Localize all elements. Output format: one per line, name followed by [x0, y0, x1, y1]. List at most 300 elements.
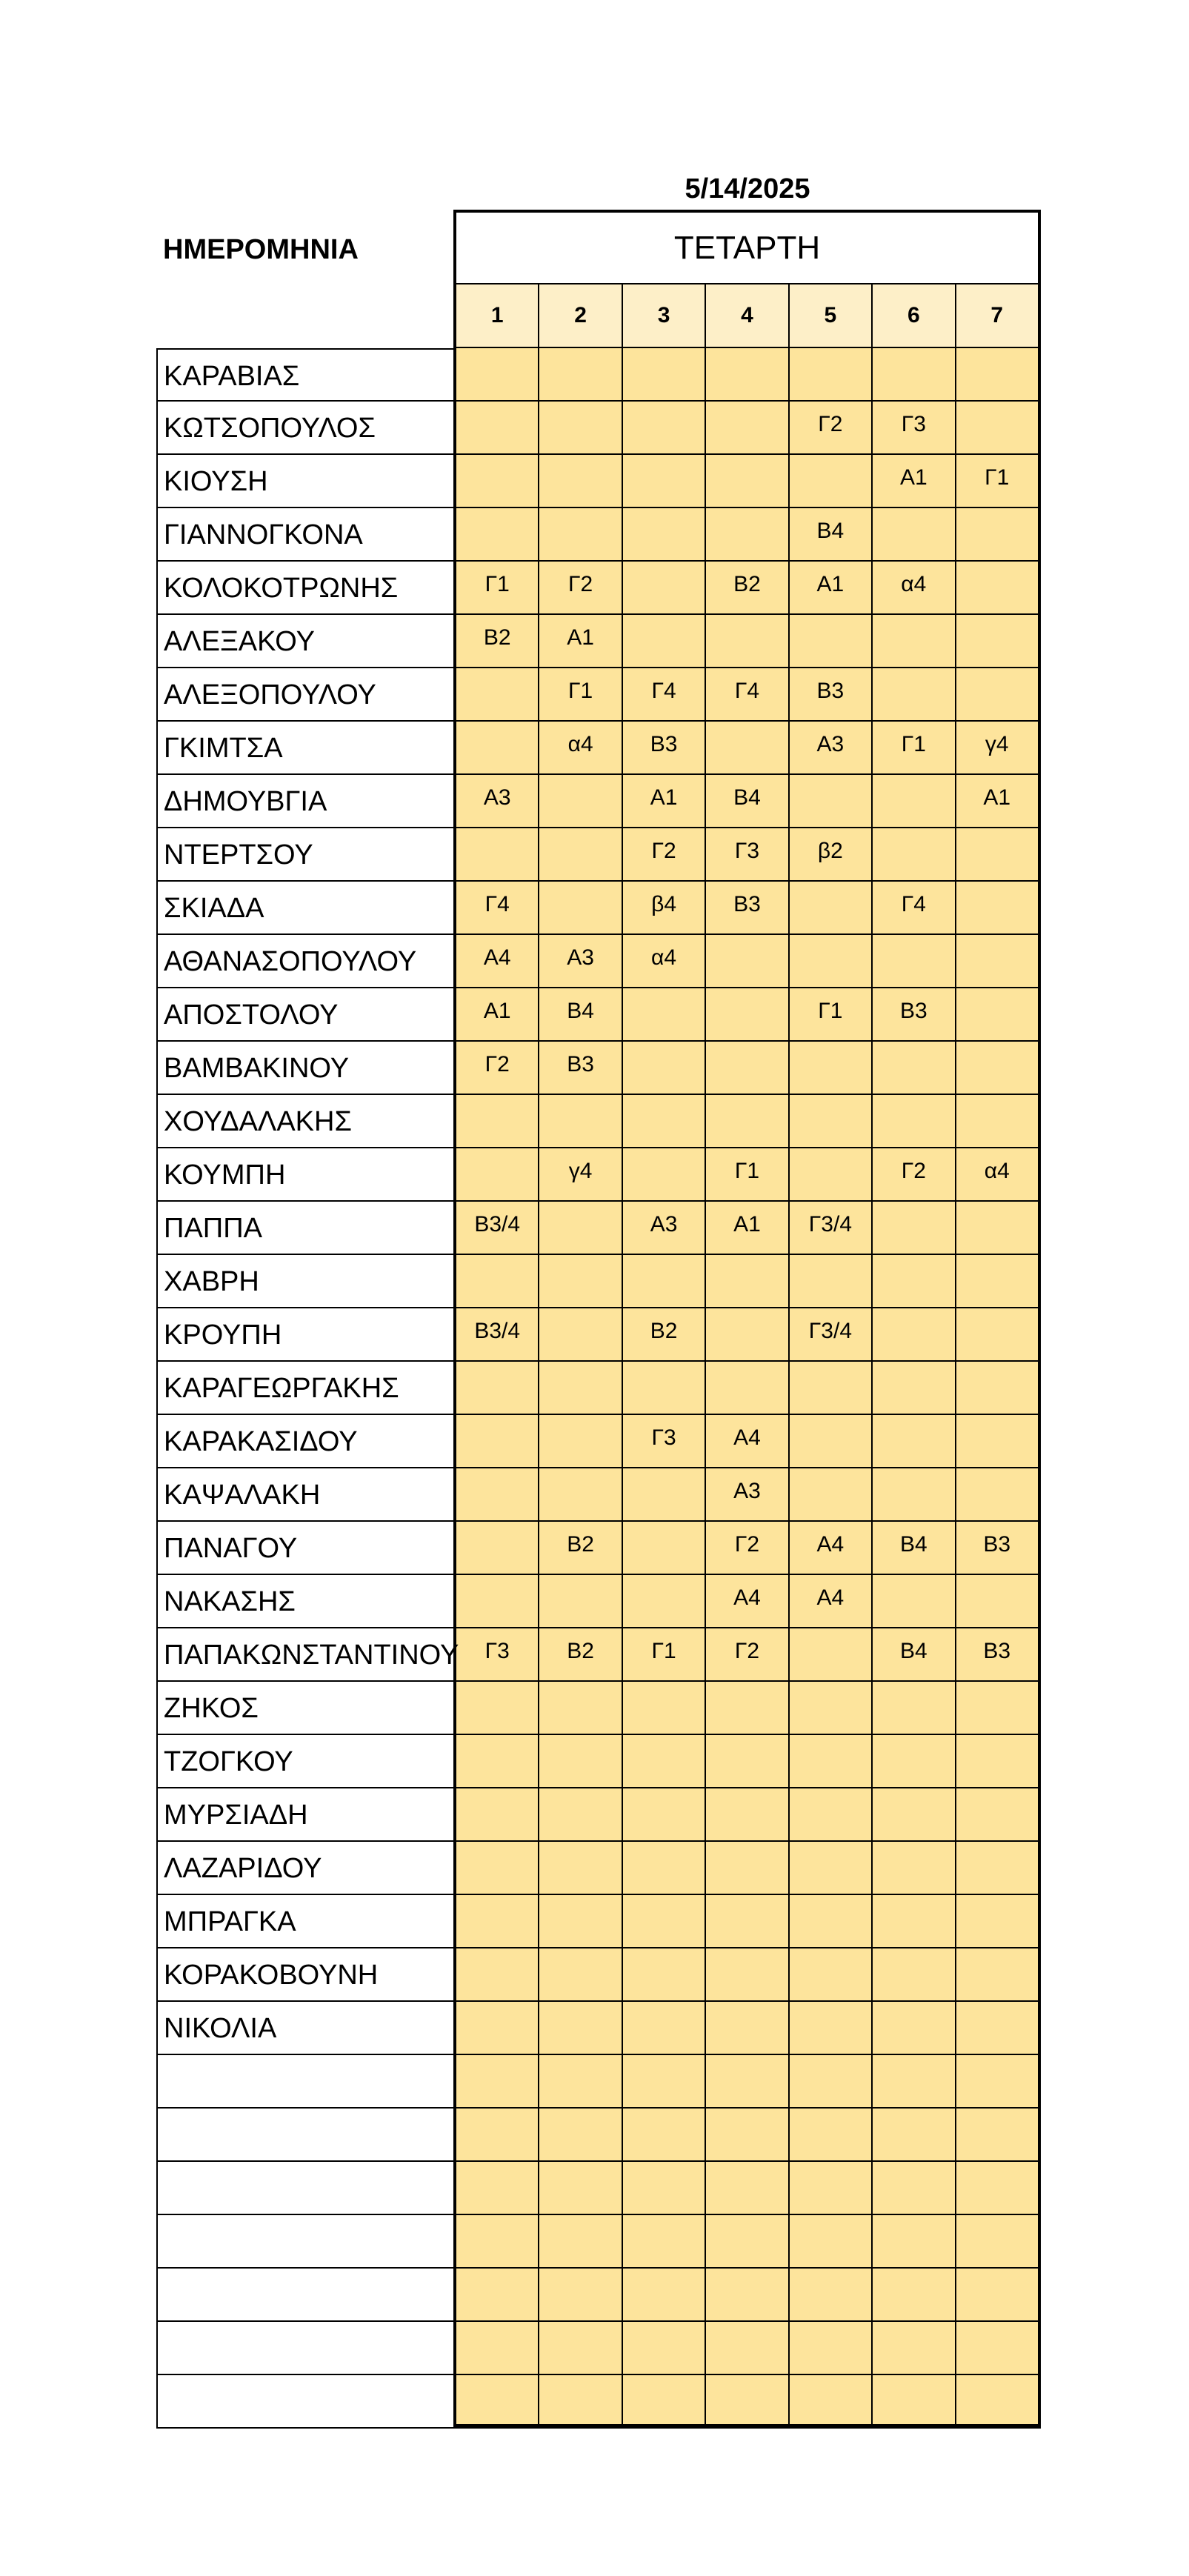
schedule-cell[interactable]: [456, 455, 539, 508]
schedule-cell[interactable]: [456, 668, 539, 722]
schedule-cell[interactable]: Β4: [790, 508, 873, 562]
schedule-cell[interactable]: [539, 882, 622, 935]
schedule-cell[interactable]: [956, 402, 1038, 455]
schedule-cell[interactable]: [623, 2002, 706, 2055]
schedule-cell[interactable]: [956, 1948, 1038, 2002]
schedule-cell[interactable]: [456, 2002, 539, 2055]
schedule-cell[interactable]: Α1: [456, 988, 539, 1042]
schedule-cell[interactable]: Γ3: [456, 1628, 539, 1682]
schedule-cell[interactable]: [790, 455, 873, 508]
schedule-cell[interactable]: [873, 2215, 956, 2269]
schedule-cell[interactable]: Α4: [706, 1415, 789, 1468]
schedule-cell[interactable]: [790, 1895, 873, 1948]
schedule-cell[interactable]: [623, 508, 706, 562]
schedule-cell[interactable]: [873, 1202, 956, 1255]
schedule-cell[interactable]: [956, 2215, 1038, 2269]
schedule-cell[interactable]: [873, 508, 956, 562]
schedule-cell[interactable]: [706, 1895, 789, 1948]
schedule-cell[interactable]: [790, 1415, 873, 1468]
schedule-cell[interactable]: [456, 2269, 539, 2322]
schedule-cell[interactable]: Γ1: [706, 1148, 789, 1202]
schedule-cell[interactable]: [790, 1468, 873, 1522]
schedule-cell[interactable]: α4: [956, 1148, 1038, 1202]
teacher-name[interactable]: ΔΗΜΟΥΒΓΙΑ: [156, 775, 453, 828]
schedule-cell[interactable]: [623, 1842, 706, 1895]
schedule-cell[interactable]: [539, 455, 622, 508]
schedule-cell[interactable]: [623, 402, 706, 455]
teacher-name[interactable]: ΣΚΙΑΔΑ: [156, 882, 453, 935]
schedule-cell[interactable]: Α1: [539, 615, 622, 668]
schedule-cell[interactable]: [873, 1682, 956, 1735]
schedule-cell[interactable]: [956, 2375, 1038, 2426]
schedule-cell[interactable]: Γ1: [873, 722, 956, 775]
schedule-cell[interactable]: [623, 2215, 706, 2269]
schedule-cell[interactable]: [623, 455, 706, 508]
schedule-cell[interactable]: [956, 2269, 1038, 2322]
schedule-cell[interactable]: [456, 1415, 539, 1468]
schedule-cell[interactable]: Α3: [539, 935, 622, 988]
teacher-name[interactable]: ΧΟΥΔΑΛΑΚΗΣ: [156, 1095, 453, 1148]
schedule-cell[interactable]: [706, 1362, 789, 1415]
schedule-cell[interactable]: [956, 882, 1038, 935]
schedule-cell[interactable]: Α4: [456, 935, 539, 988]
schedule-cell[interactable]: [456, 2109, 539, 2162]
schedule-cell[interactable]: [539, 2002, 622, 2055]
schedule-cell[interactable]: [790, 2109, 873, 2162]
schedule-cell[interactable]: Γ1: [956, 455, 1038, 508]
schedule-cell[interactable]: [956, 2055, 1038, 2109]
schedule-cell[interactable]: Γ2: [456, 1042, 539, 1095]
schedule-cell[interactable]: [539, 1735, 622, 1788]
schedule-cell[interactable]: [539, 1202, 622, 1255]
teacher-name[interactable]: ΧΑΒΡΗ: [156, 1255, 453, 1308]
schedule-cell[interactable]: [790, 1362, 873, 1415]
teacher-name[interactable]: [156, 2109, 453, 2162]
teacher-name[interactable]: ΝΤΕΡΤΣΟΥ: [156, 828, 453, 882]
teacher-name[interactable]: ΒΑΜΒΑΚΙΝΟΥ: [156, 1042, 453, 1095]
teacher-name[interactable]: ΚΟΡΑΚΟΒΟΥΝΗ: [156, 1948, 453, 2002]
teacher-name[interactable]: ΓΙΑΝΝΟΓΚΟΝΑ: [156, 508, 453, 562]
schedule-cell[interactable]: [706, 1948, 789, 2002]
schedule-cell[interactable]: [456, 1735, 539, 1788]
schedule-cell[interactable]: [873, 2322, 956, 2375]
schedule-cell[interactable]: [623, 1948, 706, 2002]
schedule-cell[interactable]: [706, 1735, 789, 1788]
schedule-cell[interactable]: [456, 1468, 539, 1522]
schedule-cell[interactable]: [539, 2055, 622, 2109]
schedule-cell[interactable]: Γ3: [706, 828, 789, 882]
schedule-cell[interactable]: [539, 1895, 622, 1948]
schedule-cell[interactable]: [623, 2375, 706, 2426]
schedule-cell[interactable]: [790, 2215, 873, 2269]
schedule-cell[interactable]: [623, 1095, 706, 1148]
schedule-cell[interactable]: [956, 668, 1038, 722]
schedule-cell[interactable]: [539, 2375, 622, 2426]
schedule-cell[interactable]: [623, 1788, 706, 1842]
schedule-cell[interactable]: Α3: [706, 1468, 789, 1522]
teacher-name[interactable]: ΚΑΨΑΛΑΚΗ: [156, 1468, 453, 1522]
schedule-cell[interactable]: Β4: [873, 1522, 956, 1575]
schedule-cell[interactable]: [790, 1255, 873, 1308]
schedule-cell[interactable]: [706, 2215, 789, 2269]
schedule-cell[interactable]: Α3: [456, 775, 539, 828]
schedule-cell[interactable]: [790, 1842, 873, 1895]
schedule-cell[interactable]: [706, 722, 789, 775]
schedule-cell[interactable]: [873, 1788, 956, 1842]
teacher-name[interactable]: ΠΑΠΠΑ: [156, 1202, 453, 1255]
schedule-cell[interactable]: [873, 1095, 956, 1148]
schedule-cell[interactable]: [623, 1042, 706, 1095]
schedule-cell[interactable]: [873, 2109, 956, 2162]
schedule-cell[interactable]: [539, 1362, 622, 1415]
schedule-cell[interactable]: Α1: [623, 775, 706, 828]
schedule-cell[interactable]: [623, 2162, 706, 2215]
teacher-name[interactable]: ΝΙΚΟΛΙΑ: [156, 2002, 453, 2055]
schedule-cell[interactable]: [873, 828, 956, 882]
teacher-name[interactable]: [156, 2375, 453, 2429]
schedule-cell[interactable]: [873, 1575, 956, 1628]
teacher-name[interactable]: [156, 2162, 453, 2215]
schedule-cell[interactable]: Γ2: [790, 402, 873, 455]
schedule-cell[interactable]: Α1: [873, 455, 956, 508]
schedule-cell[interactable]: [873, 1308, 956, 1362]
schedule-cell[interactable]: Γ2: [706, 1628, 789, 1682]
schedule-cell[interactable]: [873, 2002, 956, 2055]
teacher-name[interactable]: ΛΑΖΑΡΙΔΟΥ: [156, 1842, 453, 1895]
teacher-name[interactable]: ΚΙΟΥΣΗ: [156, 455, 453, 508]
schedule-cell[interactable]: [706, 2322, 789, 2375]
schedule-cell[interactable]: [790, 2055, 873, 2109]
schedule-cell[interactable]: Γ2: [623, 828, 706, 882]
schedule-cell[interactable]: [539, 1255, 622, 1308]
schedule-cell[interactable]: [790, 935, 873, 988]
schedule-cell[interactable]: Α1: [706, 1202, 789, 1255]
schedule-cell[interactable]: Α4: [706, 1575, 789, 1628]
schedule-cell[interactable]: [873, 1735, 956, 1788]
schedule-cell[interactable]: [790, 1042, 873, 1095]
schedule-cell[interactable]: [706, 2162, 789, 2215]
schedule-cell[interactable]: β4: [623, 882, 706, 935]
teacher-name[interactable]: ΚΑΡΑΓΕΩΡΓΑΚΗΣ: [156, 1362, 453, 1415]
teacher-name[interactable]: ΑΘΑΝΑΣΟΠΟΥΛΟΥ: [156, 935, 453, 988]
schedule-cell[interactable]: [706, 2109, 789, 2162]
schedule-cell[interactable]: Γ3/4: [790, 1202, 873, 1255]
schedule-cell[interactable]: [456, 1895, 539, 1948]
schedule-cell[interactable]: [456, 2215, 539, 2269]
teacher-name[interactable]: ΚΟΛΟΚΟΤΡΩΝΗΣ: [156, 562, 453, 615]
schedule-cell[interactable]: [706, 2375, 789, 2426]
schedule-cell[interactable]: Γ3: [623, 1415, 706, 1468]
teacher-name[interactable]: ΖΗΚΟΣ: [156, 1682, 453, 1735]
teacher-name[interactable]: [156, 2215, 453, 2269]
schedule-cell[interactable]: [456, 2322, 539, 2375]
schedule-cell[interactable]: [456, 1788, 539, 1842]
schedule-cell[interactable]: [873, 615, 956, 668]
schedule-cell[interactable]: [956, 615, 1038, 668]
teacher-name[interactable]: ΠΑΠΑΚΩΝΣΤΑΝΤΙΝΟΥ: [156, 1628, 453, 1682]
schedule-cell[interactable]: [706, 1042, 789, 1095]
teacher-name[interactable]: [156, 2269, 453, 2322]
schedule-cell[interactable]: [790, 2269, 873, 2322]
schedule-cell[interactable]: [790, 1788, 873, 1842]
schedule-cell[interactable]: [790, 1148, 873, 1202]
schedule-cell[interactable]: [623, 1148, 706, 1202]
schedule-cell[interactable]: [956, 348, 1038, 402]
schedule-cell[interactable]: [706, 1095, 789, 1148]
schedule-cell[interactable]: [873, 2269, 956, 2322]
schedule-cell[interactable]: [623, 1735, 706, 1788]
schedule-cell[interactable]: [456, 402, 539, 455]
schedule-cell[interactable]: [539, 1468, 622, 1522]
schedule-cell[interactable]: Α3: [623, 1202, 706, 1255]
schedule-cell[interactable]: [956, 1735, 1038, 1788]
schedule-cell[interactable]: [456, 1948, 539, 2002]
schedule-cell[interactable]: [790, 2162, 873, 2215]
schedule-cell[interactable]: [956, 1895, 1038, 1948]
schedule-cell[interactable]: [873, 1362, 956, 1415]
teacher-name[interactable]: ΚΩΤΣΟΠΟΥΛΟΣ: [156, 402, 453, 455]
schedule-cell[interactable]: Γ3: [873, 402, 956, 455]
schedule-cell[interactable]: γ4: [539, 1148, 622, 1202]
schedule-cell[interactable]: Γ1: [790, 988, 873, 1042]
schedule-cell[interactable]: α4: [623, 935, 706, 988]
schedule-cell[interactable]: [456, 2162, 539, 2215]
schedule-cell[interactable]: [790, 1628, 873, 1682]
schedule-cell[interactable]: [706, 455, 789, 508]
schedule-cell[interactable]: Γ4: [706, 668, 789, 722]
schedule-cell[interactable]: [539, 2162, 622, 2215]
schedule-cell[interactable]: Β3: [706, 882, 789, 935]
schedule-cell[interactable]: [706, 2002, 789, 2055]
schedule-cell[interactable]: α4: [539, 722, 622, 775]
teacher-name[interactable]: [156, 2055, 453, 2109]
teacher-name[interactable]: [156, 2322, 453, 2375]
schedule-cell[interactable]: Β4: [539, 988, 622, 1042]
schedule-cell[interactable]: [873, 935, 956, 988]
schedule-cell[interactable]: [956, 1362, 1038, 1415]
schedule-cell[interactable]: [706, 935, 789, 988]
schedule-cell[interactable]: [706, 2055, 789, 2109]
schedule-cell[interactable]: [873, 1415, 956, 1468]
teacher-name[interactable]: ΚΑΡΑΒΙΑΣ: [156, 348, 453, 402]
schedule-cell[interactable]: [956, 2002, 1038, 2055]
schedule-cell[interactable]: [706, 1255, 789, 1308]
schedule-cell[interactable]: [539, 1308, 622, 1362]
schedule-cell[interactable]: [790, 348, 873, 402]
schedule-cell[interactable]: [873, 2375, 956, 2426]
schedule-cell[interactable]: [873, 1895, 956, 1948]
schedule-cell[interactable]: [706, 508, 789, 562]
schedule-cell[interactable]: Β2: [539, 1522, 622, 1575]
schedule-cell[interactable]: [706, 1842, 789, 1895]
teacher-name[interactable]: ΠΑΝΑΓΟΥ: [156, 1522, 453, 1575]
schedule-cell[interactable]: [539, 1575, 622, 1628]
schedule-cell[interactable]: [790, 1948, 873, 2002]
schedule-cell[interactable]: [623, 1522, 706, 1575]
teacher-name[interactable]: ΑΛΕΞΟΠΟΥΛΟΥ: [156, 668, 453, 722]
schedule-cell[interactable]: [790, 1682, 873, 1735]
schedule-cell[interactable]: [539, 348, 622, 402]
teacher-name[interactable]: ΚΟΥΜΠΗ: [156, 1148, 453, 1202]
schedule-cell[interactable]: [456, 828, 539, 882]
schedule-cell[interactable]: [956, 1468, 1038, 1522]
schedule-cell[interactable]: [956, 2162, 1038, 2215]
schedule-cell[interactable]: Β2: [706, 562, 789, 615]
schedule-cell[interactable]: [623, 615, 706, 668]
schedule-cell[interactable]: [456, 1842, 539, 1895]
schedule-cell[interactable]: Β3: [956, 1522, 1038, 1575]
schedule-cell[interactable]: [456, 1682, 539, 1735]
schedule-cell[interactable]: Γ1: [623, 1628, 706, 1682]
schedule-cell[interactable]: [623, 2322, 706, 2375]
schedule-cell[interactable]: [456, 1522, 539, 1575]
schedule-cell[interactable]: [539, 1948, 622, 2002]
schedule-cell[interactable]: [873, 348, 956, 402]
schedule-cell[interactable]: [539, 2322, 622, 2375]
schedule-cell[interactable]: [623, 1895, 706, 1948]
schedule-cell[interactable]: Γ3/4: [790, 1308, 873, 1362]
schedule-cell[interactable]: Α1: [956, 775, 1038, 828]
teacher-name[interactable]: ΑΛΕΞΑΚΟΥ: [156, 615, 453, 668]
schedule-cell[interactable]: [456, 1095, 539, 1148]
schedule-cell[interactable]: [623, 348, 706, 402]
schedule-cell[interactable]: Α4: [790, 1575, 873, 1628]
schedule-cell[interactable]: [706, 1788, 789, 1842]
schedule-cell[interactable]: Γ4: [873, 882, 956, 935]
schedule-cell[interactable]: Γ2: [539, 562, 622, 615]
schedule-cell[interactable]: [706, 615, 789, 668]
schedule-cell[interactable]: [539, 828, 622, 882]
schedule-cell[interactable]: Β4: [873, 1628, 956, 1682]
schedule-cell[interactable]: [790, 1095, 873, 1148]
schedule-cell[interactable]: [873, 1042, 956, 1095]
schedule-cell[interactable]: [623, 988, 706, 1042]
schedule-cell[interactable]: Β4: [706, 775, 789, 828]
schedule-cell[interactable]: Β3: [873, 988, 956, 1042]
schedule-cell[interactable]: Γ4: [456, 882, 539, 935]
schedule-cell[interactable]: β2: [790, 828, 873, 882]
schedule-cell[interactable]: [623, 1468, 706, 1522]
teacher-name[interactable]: ΚΡΟΥΠΗ: [156, 1308, 453, 1362]
teacher-name[interactable]: ΜΥΡΣΙΑΔΗ: [156, 1788, 453, 1842]
schedule-cell[interactable]: Γ2: [873, 1148, 956, 1202]
schedule-cell[interactable]: [956, 1042, 1038, 1095]
schedule-cell[interactable]: Β3: [956, 1628, 1038, 1682]
schedule-cell[interactable]: γ4: [956, 722, 1038, 775]
schedule-cell[interactable]: [873, 2162, 956, 2215]
schedule-cell[interactable]: [623, 1682, 706, 1735]
schedule-cell[interactable]: Γ1: [539, 668, 622, 722]
schedule-cell[interactable]: [539, 1095, 622, 1148]
schedule-cell[interactable]: [456, 1148, 539, 1202]
schedule-cell[interactable]: [956, 1415, 1038, 1468]
schedule-cell[interactable]: Β3/4: [456, 1308, 539, 1362]
schedule-cell[interactable]: [873, 2055, 956, 2109]
schedule-cell[interactable]: [956, 508, 1038, 562]
schedule-cell[interactable]: Β3: [623, 722, 706, 775]
schedule-cell[interactable]: [706, 2269, 789, 2322]
schedule-cell[interactable]: Γ1: [456, 562, 539, 615]
schedule-cell[interactable]: Α1: [790, 562, 873, 615]
schedule-cell[interactable]: [539, 775, 622, 828]
schedule-cell[interactable]: [956, 1842, 1038, 1895]
schedule-cell[interactable]: [623, 2055, 706, 2109]
schedule-cell[interactable]: [456, 508, 539, 562]
schedule-cell[interactable]: [956, 1202, 1038, 1255]
schedule-cell[interactable]: [539, 2269, 622, 2322]
schedule-cell[interactable]: Β3: [790, 668, 873, 722]
schedule-cell[interactable]: [790, 1735, 873, 1788]
schedule-cell[interactable]: [790, 2322, 873, 2375]
schedule-cell[interactable]: [539, 1788, 622, 1842]
teacher-name[interactable]: ΤΖΟΓΚΟΥ: [156, 1735, 453, 1788]
teacher-name[interactable]: ΜΠΡΑΓΚΑ: [156, 1895, 453, 1948]
schedule-cell[interactable]: [623, 2109, 706, 2162]
schedule-cell[interactable]: [456, 1575, 539, 1628]
schedule-cell[interactable]: [956, 988, 1038, 1042]
schedule-cell[interactable]: Β2: [456, 615, 539, 668]
schedule-cell[interactable]: [956, 562, 1038, 615]
schedule-cell[interactable]: [539, 402, 622, 455]
schedule-cell[interactable]: [956, 1255, 1038, 1308]
schedule-cell[interactable]: [539, 2215, 622, 2269]
schedule-cell[interactable]: [956, 1308, 1038, 1362]
schedule-cell[interactable]: Γ2: [706, 1522, 789, 1575]
schedule-cell[interactable]: Β3: [539, 1042, 622, 1095]
schedule-cell[interactable]: [956, 2322, 1038, 2375]
schedule-cell[interactable]: [456, 2055, 539, 2109]
teacher-name[interactable]: ΑΠΟΣΤΟΛΟΥ: [156, 988, 453, 1042]
schedule-cell[interactable]: [623, 1255, 706, 1308]
schedule-cell[interactable]: α4: [873, 562, 956, 615]
schedule-cell[interactable]: [706, 402, 789, 455]
schedule-cell[interactable]: [539, 1682, 622, 1735]
schedule-cell[interactable]: [873, 1842, 956, 1895]
schedule-cell[interactable]: [956, 828, 1038, 882]
schedule-cell[interactable]: [706, 1308, 789, 1362]
schedule-cell[interactable]: [873, 1948, 956, 2002]
schedule-cell[interactable]: Β2: [539, 1628, 622, 1682]
schedule-cell[interactable]: Α4: [790, 1522, 873, 1575]
schedule-cell[interactable]: [790, 882, 873, 935]
teacher-name[interactable]: ΚΑΡΑΚΑΣΙΔΟΥ: [156, 1415, 453, 1468]
schedule-cell[interactable]: [623, 2269, 706, 2322]
schedule-cell[interactable]: [873, 1468, 956, 1522]
schedule-cell[interactable]: [539, 2109, 622, 2162]
schedule-cell[interactable]: Β3/4: [456, 1202, 539, 1255]
schedule-cell[interactable]: Γ4: [623, 668, 706, 722]
schedule-cell[interactable]: [539, 1842, 622, 1895]
schedule-cell[interactable]: [956, 935, 1038, 988]
teacher-name[interactable]: ΝΑΚΑΣΗΣ: [156, 1575, 453, 1628]
schedule-cell[interactable]: [456, 348, 539, 402]
schedule-cell[interactable]: [623, 1575, 706, 1628]
schedule-cell[interactable]: [790, 2375, 873, 2426]
schedule-cell[interactable]: [706, 348, 789, 402]
schedule-cell[interactable]: [956, 1788, 1038, 1842]
schedule-cell[interactable]: [706, 988, 789, 1042]
schedule-cell[interactable]: [956, 1682, 1038, 1735]
schedule-cell[interactable]: [539, 508, 622, 562]
schedule-cell[interactable]: [456, 2375, 539, 2426]
schedule-cell[interactable]: [956, 2109, 1038, 2162]
schedule-cell[interactable]: [873, 1255, 956, 1308]
schedule-cell[interactable]: [623, 562, 706, 615]
schedule-cell[interactable]: [956, 1095, 1038, 1148]
schedule-cell[interactable]: [790, 2002, 873, 2055]
schedule-cell[interactable]: [790, 615, 873, 668]
schedule-cell[interactable]: [956, 1575, 1038, 1628]
